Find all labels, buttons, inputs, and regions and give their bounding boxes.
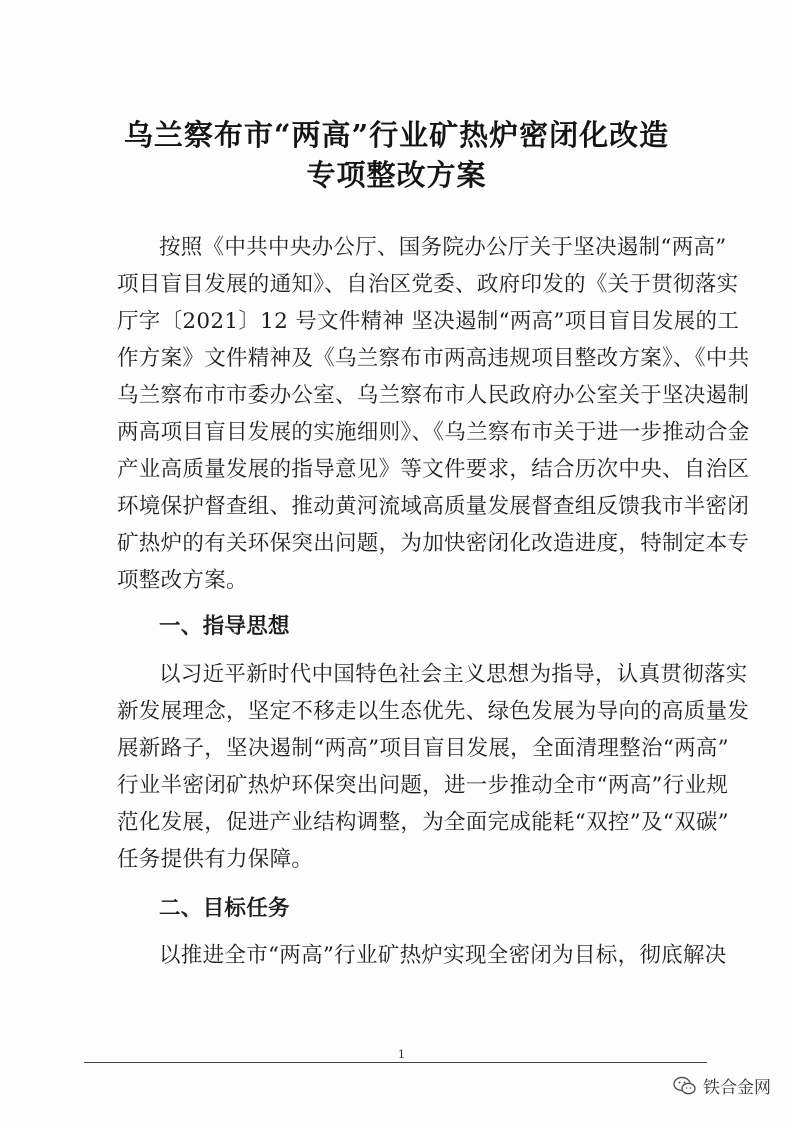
intro-line-8: 环境保护督查组、推动黄河流域高质量发展督查组反馈我市半密闭 <box>117 494 750 519</box>
section1-line-6: 任务提供有力保障。 <box>117 847 314 872</box>
intro-line-3: 厅字〔2021〕12 号文件精神 坚决遏制“两高”项目盲目发展的工 <box>117 309 740 334</box>
section1-line-4: 行业半密闭矿热炉环保突出问题，进一步推动全市“两高”行业规 <box>117 773 729 798</box>
section1-line-1: 以习近平新时代中国特色社会主义思想为指导，认真贯彻落实 <box>159 662 748 687</box>
section1-heading: 一、指导思想 <box>159 614 290 639</box>
intro-line-5: 乌兰察布市市委办公室、乌兰察布市人民政府办公室关于坚决遏制 <box>117 383 750 408</box>
intro-line-6: 两高项目盲目发展的实施细则》、《乌兰察布市关于进一步推动合金 <box>117 420 750 445</box>
wechat-icon <box>673 1076 697 1096</box>
section1-line-3: 展新路子，坚决遏制“两高”项目盲目发展，全面清理整治“两高” <box>117 736 729 761</box>
document-title-line-2: 专项整改方案 <box>306 158 487 192</box>
page-number: 1 <box>398 1048 405 1061</box>
section1-line-5: 范化发展，促进产业结构调整，为全面完成能耗“双控”及“双碳” <box>117 810 729 835</box>
intro-line-1: 按照《中共中央办公厅、国务院办公厅关于坚决遏制“两高” <box>159 235 727 260</box>
footer-divider <box>84 1062 707 1063</box>
watermark <box>673 1073 771 1098</box>
section2-heading: 二、目标任务 <box>159 896 290 921</box>
intro-line-10: 项整改方案。 <box>117 568 248 593</box>
section1-line-2: 新发展理念，坚定不移走以生态优先、绿色发展为导向的高质量发 <box>117 699 750 724</box>
intro-line-2: 项目盲目发展的通知》、自治区党委、政府印发的《关于贯彻落实 <box>117 272 739 297</box>
watermark-text: 铁合金网 <box>703 1078 771 1098</box>
intro-line-9: 矿热炉的有关环保突出问题，为加快密闭化改造进度，特制定本专 <box>117 531 750 556</box>
section2-line-1: 以推进全市“两高”行业矿热炉实现全密闭为目标，彻底解决 <box>159 943 727 968</box>
document-title-line-1: 乌兰察布市“两高”行业矿热炉密闭化改造 <box>123 118 670 152</box>
intro-line-7: 产业高质量发展的指导意见》等文件要求，结合历次中央、自治区 <box>117 457 750 482</box>
intro-line-4: 作方案》文件精神及《乌兰察布市两高违规项目整改方案》、《中共 <box>117 346 750 371</box>
